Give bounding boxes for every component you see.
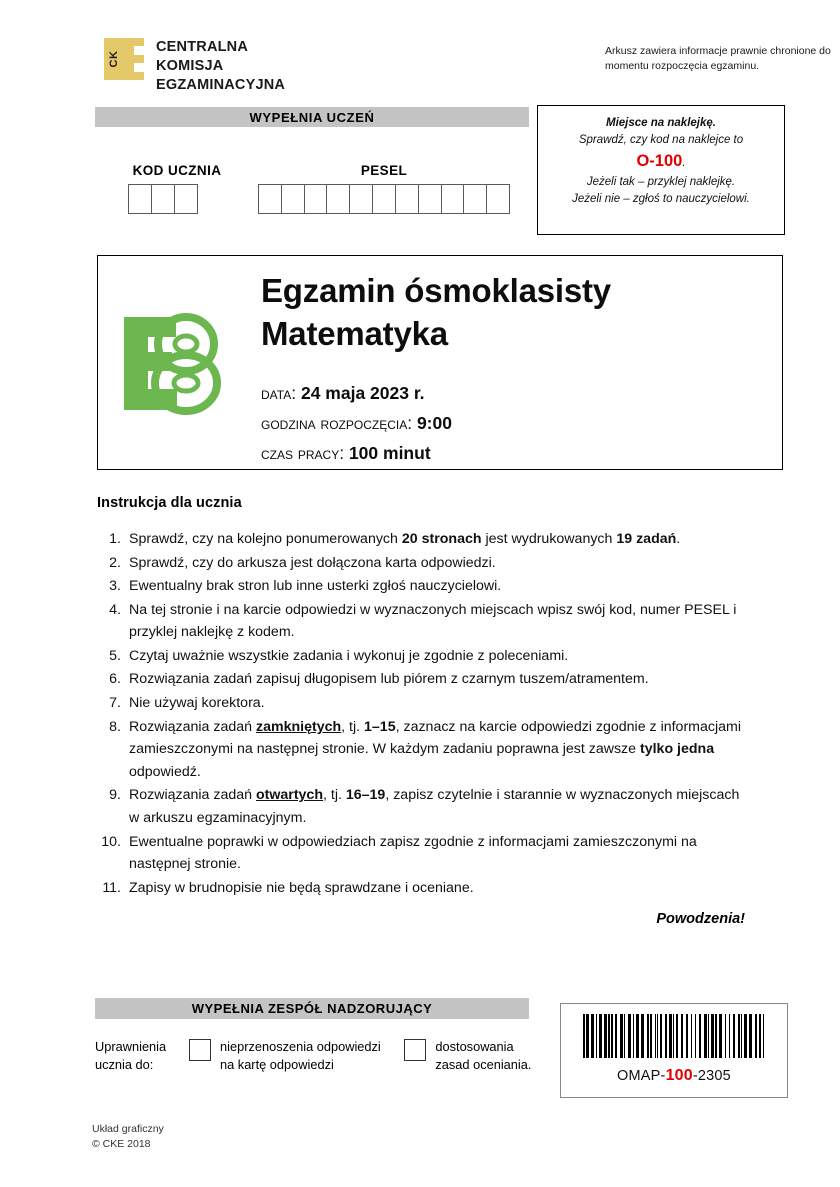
instruction-item: [97, 692, 747, 715]
exam-meta-list: [261, 378, 452, 468]
instruction-item: [97, 575, 747, 598]
kod-ucznia-input[interactable]: [128, 184, 226, 214]
kod-ucznia-cell[interactable]: [128, 184, 152, 214]
instruction-item-text: Ewentualny brak stron lub inne usterki zgłoś nauczycielowi.: [129, 578, 502, 595]
sticker-line-4: Jeżeli tak – przyklej naklejkę.: [586, 175, 736, 188]
instruction-item-text: Zapisy w brudnopisie nie będą sprawdzane i oceniane.: [129, 879, 474, 896]
instruction-item-number: 2.: [109, 554, 121, 571]
cke-logo-notch-bottom: [134, 63, 144, 72]
sticker-placement-box[interactable]: [537, 105, 785, 235]
barcode-box: [560, 1003, 788, 1098]
instruction-item: [97, 528, 747, 551]
supervisor-section-band: [95, 998, 529, 1019]
pesel-cell[interactable]: [441, 184, 465, 214]
pesel-cell[interactable]: [372, 184, 396, 214]
kod-ucznia-field-group: [128, 163, 226, 214]
instruction-item: [97, 552, 747, 575]
instruction-item: [97, 831, 747, 876]
cke-logo-notch-top: [134, 46, 144, 55]
instruction-item-number: 3.: [109, 578, 121, 595]
instruction-item: [97, 599, 747, 644]
instruction-item-number: 4.: [109, 601, 121, 618]
exam-meta-duration-label: czas pracy:: [261, 443, 345, 464]
instruction-item-number: 11.: [102, 879, 121, 896]
instruction-item-number: 9.: [109, 787, 121, 804]
instruction-item-number: 6.: [109, 671, 121, 688]
exam-meta-start-time-label: godzina rozpoczęcia:: [261, 413, 413, 434]
supervisor-option-1-label: nieprzenoszenia odpowiedzi na kartę odpowiedzi: [220, 1039, 381, 1073]
barcode-suffix: -2305: [692, 1068, 731, 1084]
instruction-item-text: Na tej stronie i na karcie odpowiedzi w wyznaczonych miejscach wpisz swój kod, numer PESEL i przyklej naklejkę z kodem.: [129, 601, 737, 641]
instruction-item: [97, 645, 747, 668]
instruction-item-text: Czytaj uważnie wszystkie zadania i wykonuj je zgodnie z poleceniami.: [129, 647, 569, 664]
barcode-icon: [583, 1014, 765, 1058]
supervisor-section-band-label: WYPEŁNIA ZESPÓŁ NADZORUJĄCY: [191, 1001, 433, 1016]
cke-logo: [104, 38, 285, 95]
exam-meta-start-time-value: 9:00: [416, 413, 452, 434]
kod-ucznia-cell[interactable]: [151, 184, 175, 214]
supervisor-option-2-checkbox[interactable]: [404, 1039, 426, 1061]
instruction-item: [97, 877, 747, 900]
barcode-label: [561, 1067, 787, 1085]
page-footer: [92, 1122, 164, 1152]
exam-meta-date-value: 24 maja 2023 r.: [300, 383, 425, 403]
pesel-cell[interactable]: [258, 184, 282, 214]
cke-logo-line-3: EGZAMINACYJNA: [156, 77, 286, 94]
exam-meta-duration-value: 100 minut: [348, 443, 431, 464]
instruction-item-text: Ewentualne poprawki w odpowiedziach zapisz zgodnie z informacjami zamieszczonymi na następnej stronie.: [129, 833, 697, 873]
instruction-item-text: Sprawdź, czy do arkusza jest dołączona karta odpowiedzi.: [129, 554, 496, 571]
exam-meta-date: [261, 378, 452, 408]
student-section-band: [95, 107, 529, 127]
sticker-code-dot: .: [682, 156, 686, 169]
pesel-cell[interactable]: [281, 184, 305, 214]
exam-meta-duration: [261, 438, 452, 468]
cke-logo-line-1: CENTRALNA: [156, 39, 249, 55]
sticker-line-2: Sprawdź, czy kod na naklejce to: [578, 134, 744, 147]
pesel-cell[interactable]: [304, 184, 328, 214]
sticker-line-1: Miejsce na naklejkę.: [606, 117, 716, 129]
supervisor-lead-label: Uprawnienia ucznia do:: [95, 1039, 167, 1073]
page-header: [0, 0, 840, 100]
supervisor-section-body: [95, 1038, 535, 1074]
supervisor-option-1-checkbox[interactable]: [189, 1039, 211, 1061]
pesel-cell[interactable]: [395, 184, 419, 214]
footer-line-1: Układ graficzny: [92, 1123, 164, 1135]
instruction-item-text: Sprawdź, czy na kolejno ponumerowanych 20 stronach jest wydrukowanych 19 zadań.: [129, 531, 681, 547]
pesel-cell[interactable]: [326, 184, 350, 214]
good-luck-text: Powodzenia!: [656, 911, 745, 927]
instruction-item-number: 10.: [101, 833, 121, 850]
instruction-item-text: Rozwiązania zadań zapisuj długopisem lub piórem z czarnym tuszem/atramentem.: [129, 671, 649, 688]
instruction-item: [97, 784, 747, 829]
instruction-item-number: 8.: [109, 718, 121, 735]
exam-title-box: [97, 255, 783, 470]
pesel-cell[interactable]: [418, 184, 442, 214]
exam-meta-date-label: data:: [261, 383, 297, 403]
sticker-code: O-100: [636, 151, 683, 170]
pesel-label: PESEL: [360, 163, 408, 178]
instruction-item-number: 7.: [109, 695, 121, 712]
cke-logo-wordmark: [156, 38, 285, 95]
supervisor-option-1[interactable]: [189, 1038, 382, 1074]
kod-ucznia-cell[interactable]: [174, 184, 198, 214]
instructions-list: [97, 528, 747, 900]
pesel-cell[interactable]: [463, 184, 487, 214]
instructions-title: Instrukcja dla ucznia: [97, 495, 242, 511]
sticker-line-5: Jeżeli nie – zgłoś to nauczycielowi.: [572, 193, 750, 206]
exam-title-line-2: Matematyka: [261, 314, 448, 352]
instruction-item-text: Rozwiązania zadań otwartych, tj. 16–19, zapisz czytelnie i starannie w wyznaczonych miejscach w arkuszu egzaminacyjnym.: [129, 787, 740, 826]
pesel-cell[interactable]: [349, 184, 373, 214]
instruction-item-text: Rozwiązania zadań zamkniętych, tj. 1–15, zaznacz na karcie odpowiedzi zgodnie z informacjami zamieszczonymi na następnej stronie. W każdym zadaniu poprawna jest zawsze tylko jedna odpowiedź.: [129, 718, 741, 780]
kod-ucznia-label: KOD UCZNIA: [132, 163, 222, 178]
supervisor-option-2-label: dostosowania zasad oceniania.: [435, 1039, 532, 1073]
instruction-item-number: 1.: [109, 531, 121, 547]
instruction-item: [97, 668, 747, 691]
instruction-item-number: 5.: [109, 647, 121, 664]
barcode-prefix: OMAP-: [617, 1068, 666, 1084]
e8-logo-icon: [120, 311, 230, 416]
pesel-field-group: [258, 163, 510, 214]
exam-title-line-1: Egzamin ósmoklasisty: [261, 272, 611, 309]
pesel-cell[interactable]: [486, 184, 510, 214]
student-section-band-label: WYPEŁNIA UCZEŃ: [249, 109, 375, 125]
footer-line-2: © CKE 2018: [92, 1138, 151, 1151]
barcode-gap: [764, 1014, 765, 1058]
cke-logo-mark-text: CK: [108, 50, 120, 68]
cke-logo-line-2: KOMISJA: [156, 58, 224, 75]
barcode-middle: 100: [665, 1067, 693, 1084]
pesel-input[interactable]: [258, 184, 510, 214]
supervisor-option-2[interactable]: [404, 1038, 535, 1074]
instruction-item: [97, 716, 747, 784]
instruction-item-text: Nie używaj korektora.: [129, 695, 265, 712]
cke-logo-mark-icon: [104, 38, 144, 80]
exam-meta-start-time: [261, 408, 452, 438]
copyright-notice: Arkusz zawiera informacje prawnie chronione do momentu rozpoczęcia egzaminu.: [605, 45, 831, 72]
exam-title: [261, 270, 766, 355]
